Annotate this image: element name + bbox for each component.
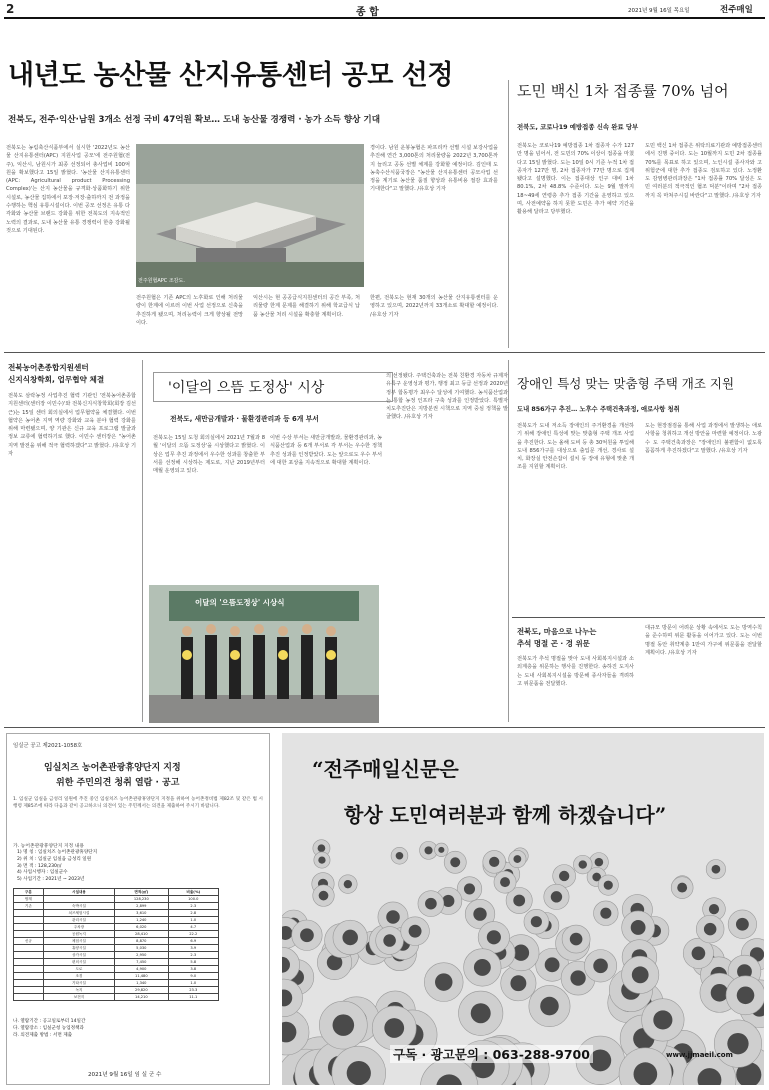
- notice-table-wrap: [13, 888, 219, 1001]
- lead-col-2: 전주원협은 기존 APC의 노후화로 인해 처리물량이 한계에 이르러 이번 사업 선정으로 신축을 추진하게 됐으며, 처리능력이 크게 향상될 전망이다.: [136, 295, 243, 326]
- notice-table-cell: 기존: [14, 903, 44, 910]
- sunflower: [706, 859, 725, 878]
- notice-table-cell: 1,340: [115, 980, 168, 987]
- notice-table-cell: 2,899: [115, 903, 168, 910]
- notice-table-row: [14, 903, 219, 910]
- notice-table-row: [14, 896, 219, 903]
- notice-line: 3) 면 적 : 128,230㎡: [17, 863, 62, 869]
- sunflower: [391, 847, 408, 864]
- sunflower: [584, 950, 616, 982]
- notice-table-cell: 7,450: [115, 959, 168, 966]
- notice-table-cell: 1,240: [115, 917, 168, 924]
- sunflower: [292, 920, 322, 950]
- notice-table-cell: 2.3: [168, 952, 218, 959]
- sunflower: [671, 877, 693, 899]
- notice-table-row: [14, 959, 219, 966]
- divider-vertical-top: [508, 80, 509, 348]
- sidebar-title-1: 전북농어촌종합지원센터: [8, 363, 89, 372]
- notice-table-cell: 휴양시설: [43, 945, 114, 952]
- notice-line: 5) 사업기간 : 2021년 ~ 2023년: [17, 877, 85, 883]
- notice-footer-line: 나. 열람기간 : 공고일로부터 14일간: [13, 1019, 86, 1024]
- notice-table-cell: 치즈체험시설: [43, 910, 114, 917]
- notice-table-header: 비율(%): [168, 889, 218, 896]
- header-rule: [4, 17, 765, 19]
- divider-vertical-mid-right: [508, 360, 509, 722]
- notice-table-cell: 2.8: [168, 910, 218, 917]
- notice-table-cell: 100.0: [168, 896, 218, 903]
- notice-table-row: [14, 924, 219, 931]
- lead-col-4: 경이다. 남원 운봉농협은 파프리카 선별 시설 보강사업을 추진해 연간 3,000톤의 처리물량을 2022년 3,700톤까지 늘리고 공동 선별 체계를 강화할 예정이다. 김인태 도 농축수산식품국장은 "농산물 산지유통센터 공모사업 선정을 계기로 농산물 품질 향상과 유통비용 절감 효과를 기대한다"고 말했다. /유호상 기자: [370, 145, 498, 193]
- notice-table-row: [14, 973, 219, 980]
- sunflower-ad: [282, 733, 764, 1085]
- notice-footer-line: 다. 열람장소 : 임실군청 농업정책과: [13, 1026, 84, 1031]
- notice-table-cell: 도로: [43, 966, 114, 973]
- sunflower: [464, 949, 502, 987]
- rule-mid-1: [4, 352, 765, 353]
- section-label: 종 합: [356, 7, 379, 18]
- sunflower: [598, 875, 618, 895]
- lead-col-1: 전북도는 농림축산식품부에서 실시한 '2022년도 농산물 산지유통센터(APC) 지원사업 공모'에 전주원협(전주), 익산시, 남원시가 최종 선정되어 총사업비 100억원을 확보했다고 15일 밝혔다. '농산물 산지유통센터(APC: Agricultural product Processing Complex)'는 산지 농산물을 규격화·상품화하기 위한 시설로, 농산물 집하에서 포장·저장·출하까지 전 과정을 수행하는 핵심 유통시설이다. 이번 공모 선정은 유통 다각화와 농산물 브랜드 강화를 위한 전북도의 지속적인 노력의 결과로, 도내 농산물 유통 경쟁력이 한층 강화될 것으로 기대된다.: [6, 145, 130, 234]
- chuseok-title-1: 전북도, 마음으로 나누는: [517, 627, 597, 636]
- notice-table-cell: 녹지: [43, 987, 114, 994]
- lead-photo-caption: 전주원협APC 조감도.: [138, 278, 185, 284]
- sunflower: [478, 922, 509, 953]
- notice-table-cell: 4.7: [168, 924, 218, 931]
- notice-table-cell: 조경: [43, 973, 114, 980]
- notice-tag: 임실군 공고 제2021-1058호: [13, 743, 83, 749]
- notice-lines: [17, 850, 257, 884]
- notice-table-cell: [14, 945, 44, 952]
- notice-table-cell: 11.1: [168, 994, 218, 1001]
- sunflower: [444, 851, 466, 873]
- notice-footer-date: 2021년 9월 16일 임 실 군 수: [88, 1072, 162, 1078]
- notice-table-cell: 11,480: [115, 973, 168, 980]
- notice-line: 4) 사업시행자 : 임실군수: [17, 870, 68, 876]
- award-subhead: 전북도, 새만금개발과 · 물환경관리과 등 6개 부서: [170, 415, 319, 423]
- notice-table-header: 면적(㎡): [115, 889, 168, 896]
- sunflower: [726, 976, 764, 1015]
- sunflower: [401, 917, 430, 946]
- notice-table-cell: 8,870: [115, 938, 168, 945]
- notice-table-row: [14, 994, 219, 1001]
- notice-table-cell: 보전지: [43, 994, 114, 1001]
- notice-table-cell: 3.8: [168, 966, 218, 973]
- notice-table-cell: 주차장: [43, 924, 114, 931]
- notice-table-row: [14, 931, 219, 938]
- sidebar-text: 전북도 삼락농정 사업추진 협력 기관인 '전북농어촌종합지원센터(센터장 이민수)'와 전북신지식창학회(회장 김선근)는 15일 센터 회의실에서 업무협약을 체결했다. 이번 협약은 농어촌 지역 역량 강화와 교육 분야 협력 강화를 위해 마련됐으며, 양 기관은 신규 교육 프로그램 발굴과 정보 교류에 협력하기로 했다. 이민수 센터장은 "농어촌 지역 발전을 위해 적극 협력하겠다"고 밝혔다. /유호상 기자: [8, 393, 136, 458]
- lead-col-3: 익산시는 현 공공급식지원센터의 공간 부족, 처리물량 한계 문제를 해결하기 위해 학교급식 납품 농산물 처리 시설을 확충할 계획이다.: [253, 295, 360, 318]
- sunflower: [313, 885, 334, 906]
- notice-table-cell: 128,230: [115, 896, 168, 903]
- notice-table-cell: [14, 980, 44, 987]
- notice-table-header: 시설내용: [43, 889, 114, 896]
- sunflower: [376, 927, 404, 955]
- notice-table-cell: [14, 959, 44, 966]
- notice-table-cell: 체험시설: [43, 938, 114, 945]
- notice-table-cell: [14, 917, 44, 924]
- sunflower: [483, 850, 506, 873]
- sunflower: [372, 1006, 416, 1050]
- lead-subhead: 전북도, 전주·익산·남원 3개소 선정 국비 47억원 확보… 도내 농산물 경쟁력 · 농가 소득 향상 기대: [8, 115, 381, 125]
- sunflower: [509, 850, 526, 867]
- lead-col-5: 한편, 전북도는 현재 30개의 농산물 산지유통센터를 운영하고 있으며, 2022년까지 33개소로 확대할 예정이다. /유호상 기자: [370, 295, 498, 318]
- housing-headline: 장애인 특성 맞는 맞춤형 주택 개조 지원: [517, 376, 735, 391]
- vaccine-col-2: 도민 백신 1차 접종은 위탁의료기관과 예방접종센터에서 진행 중이다. 도는 10월까지 도민 2차 접종률 70%를 목표로 하고 있으며, 노인시설 종사자와 고위험군에 대한 추가 접종도 검토하고 있다. 노정환 도 감염병관리과장은 "1차 접종률 70% 달성은 도민 여러분의 적극적인 협조 덕분"이라며 "2차 접종까지 꼭 마쳐주시길 바란다"고 말했다. /유호상 기자: [645, 143, 762, 199]
- paper-name: 전주매일: [720, 5, 753, 15]
- notice-table-cell: 관리시설: [43, 917, 114, 924]
- sunflower: [622, 911, 655, 944]
- award-photo-banner: 이달의 '으뜸도정상' 시상식: [195, 598, 285, 607]
- notice-table-row: [14, 966, 219, 973]
- notice-table-row: [14, 917, 219, 924]
- rule-mid-2: [4, 727, 765, 728]
- award-headline: '이달의 으뜸 도정상' 시상: [168, 380, 325, 396]
- sunflower: [622, 956, 659, 993]
- sunflower: [424, 963, 463, 1002]
- chuseok-col-1: 전북도가 추석 명절을 맞아 도내 사회복지시설과 소외계층을 위문하는 행사를 진행한다. 송하진 도지사는 도내 사회복지시설을 방문해 종사자들을 격려하고 위문품을 전달했다.: [517, 656, 634, 687]
- notice-table-cell: 합계: [14, 896, 44, 903]
- notice-table-cell: 1.0: [168, 917, 218, 924]
- sunflower: [333, 920, 367, 954]
- notice-table-cell: 편의시설: [43, 959, 114, 966]
- notice-table-row: [14, 952, 219, 959]
- sunflower: [544, 884, 569, 909]
- notice-table-cell: 28,410: [115, 931, 168, 938]
- notice-table-cell: 5.8: [168, 959, 218, 966]
- notice-table-row: [14, 910, 219, 917]
- ad-contact: 구독 · 광고문의 : 063-288-9700: [390, 1045, 593, 1063]
- notice-intro: 1. 임실군 임실읍 금성리 일원에 추진 중인 임실치즈 농어촌관광휴양단지 지정을 위하여 농어촌정비법 제82조 및 같은 법 시행령 제85조에 따라 다음과 같이 공고하오니 의견이 있는 주민께서는 의견을 제출하여 주시기 바랍니다.: [13, 797, 263, 809]
- sunflower: [714, 1020, 761, 1067]
- sunflower: [435, 843, 449, 857]
- notice-table-cell: [14, 966, 44, 973]
- notice-table: [13, 888, 219, 1001]
- notice-footer-line: 라. 의견제출 방법 : 서면 제출: [13, 1033, 73, 1038]
- divider-vertical-mid-left: [142, 360, 143, 722]
- notice-table-cell: 기타시설: [43, 980, 114, 987]
- rule-housing-chuseok: [512, 617, 765, 618]
- notice-table-cell: [14, 931, 44, 938]
- notice-table-header: 구분: [14, 889, 44, 896]
- ad-line-1: “전주매일신문은: [312, 757, 459, 781]
- vaccine-col-1: 전북도는 코로나19 예방접종 1차 접종자 수가 127만 명을 넘어서, 전 도민의 70% 이상이 접종을 마쳤다고 15일 밝혔다. 도는 10일 0시 기준 누적 1차 접종자가 127만 명, 2차 접종자가 77만 명으로 집계됐다고 설명했다. 이는 접종대상 인구 대비 1차 80.1%, 2차 48.8% 수준이다. 도는 9월 말까지 18~49세 연령층 추가 접종 기간을 운영하고 있으며, 사전예약을 하지 못한 도민은 추가 예약 기간을 활용해 달라고 당부했다.: [517, 143, 634, 216]
- sunflower: [562, 925, 590, 953]
- award-col-3: 의 선정됐다. 주택건축과는 전북 친환경 자동차 규제자유특구 운영성과 평가, 행정 최고 등급 선정과 2020년 정부 합동평가 최우수 달성에 기여했다. 농식품산업과는 통합 농정 인프라 구축 성과를 인정받았다. 특별자치도추진단은 지방분권 시책으로 지역 중심 정책을 발굴했다. /유호상 기자: [386, 373, 508, 421]
- notice-table-cell: 2,950: [115, 952, 168, 959]
- notice-table-row: [14, 987, 219, 994]
- sunflower: [418, 891, 444, 917]
- notice-table-cell: 숙박시설: [43, 903, 114, 910]
- notice-table-cell: 상가시설: [43, 952, 114, 959]
- notice-table-cell: [14, 910, 44, 917]
- sunflower: [314, 852, 330, 868]
- sunflower: [642, 999, 685, 1042]
- sunflower: [728, 910, 757, 939]
- sunflower: [524, 909, 549, 934]
- apc-building-photo: [136, 144, 364, 287]
- chuseok-col-2: 대규모 방문이 어려운 상황 속에서도 도는 방역수칙을 준수하며 위문 활동을 이어가고 있다. 도는 이번 명절 동안 취약계층 1만여 가구에 위문품을 전달할 계획이다. /유호상 기자: [645, 625, 762, 656]
- notice-table-cell: [14, 987, 44, 994]
- sunflower: [339, 875, 358, 894]
- sunflower: [696, 915, 724, 943]
- notice-table-cell: [14, 924, 44, 931]
- notice-table-cell: 9.0: [168, 973, 218, 980]
- notice-line: 2) 위 치 : 임실군 임실읍 금성리 일원: [17, 856, 92, 862]
- notice-table-cell: 3,610: [115, 910, 168, 917]
- lead-headline: 내년도 농산물 산지유통센터 공모 선정: [8, 60, 453, 91]
- notice-table-cell: 2.3: [168, 903, 218, 910]
- sunflower: [459, 991, 503, 1035]
- notice-table-row: [14, 938, 219, 945]
- award-col-1: 전북도는 15일 도청 회의실에서 2021년 7월과 8월 '이달의 으뜸 도정상'을 시상했다고 밝혔다. 이 상은 업무 추진 과정에서 우수한 성과를 창출한 부서를 선정해 시상하는 제도로, 지난 2019년부터 매월 운영되고 있다.: [153, 435, 265, 475]
- notice-table-cell: [43, 896, 114, 903]
- notice-table-row: [14, 945, 219, 952]
- notice-table-cell: [14, 952, 44, 959]
- notice-table-cell: 6,020: [115, 924, 168, 931]
- notice-table-cell: 신규: [14, 938, 44, 945]
- ad-line-2: 항상 도민여러분과 함께 하겠습니다”: [344, 803, 667, 827]
- sunflower: [494, 871, 516, 893]
- chuseok-title-2: 추석 명절 곤 · 경 위문: [517, 639, 590, 648]
- notice-table-cell: 6.9: [168, 938, 218, 945]
- notice-section-title: 가. 농어촌관광휴양단지 지정 내용: [13, 844, 84, 849]
- notice-table-cell: 3.9: [168, 945, 218, 952]
- notice-table-cell: 4,900: [115, 966, 168, 973]
- notice-table-cell: [14, 973, 44, 980]
- notice-line: 1) 명 칭 : 임실치즈 농어촌관광휴양단지: [17, 850, 98, 855]
- housing-col-2: 도는 현장점검을 통해 사업 과정에서 발생하는 애로사항을 청취하고 개선 방안을 마련할 예정이다. 노광수 도 주택건축과장은 "장애인의 불편함이 없도록 꼼꼼하게 추진하겠다"고 말했다. /유호상 기자: [645, 423, 762, 454]
- vaccine-subhead: 전북도, 코로나19 예방접종 신속 완료 당부: [517, 123, 639, 131]
- notice-table-row: [14, 980, 219, 987]
- sunflower: [319, 1001, 367, 1049]
- ad-url: www.jjmaeil.com: [666, 1051, 733, 1059]
- vaccine-headline: 도민 백신 1차 접종률 70% 넘어: [517, 82, 729, 100]
- housing-subhead: 도내 856가구 추진… 노후수 주택건축과정, 애로사항 청취: [517, 406, 680, 413]
- notice-table-cell: [14, 994, 44, 1001]
- notice-footer: [13, 1018, 263, 1039]
- sunflower: [573, 855, 592, 874]
- notice-title-1: 임실치즈 농어촌관광휴양단지 지정: [44, 763, 181, 773]
- notice-title-2: 위한 주민의견 청취 열람 · 공고: [56, 778, 180, 788]
- notice-table-cell: 공원녹지: [43, 931, 114, 938]
- notice-table-cell: 29,820: [115, 987, 168, 994]
- sidebar-title-2: 신지식창학회, 업무협약 체결: [8, 375, 105, 384]
- housing-col-1: 전북도가 도내 저소득 장애인의 주거환경을 개선하기 위해 장애인 특성에 맞는 맞춤형 주택 개조 사업을 추진한다. 도는 올해 도비 등 총 30억원을 투입해 도내 856가구를 대상으로 출입문 개선, 경사로 설치, 화장실 안전손잡이 설치 등 장애 유형에 맞춘 개조를 지원할 계획이다.: [517, 423, 634, 471]
- sunflower: [594, 901, 619, 926]
- notice-table-cell: 5,030: [115, 945, 168, 952]
- notice-table-cell: 22.2: [168, 931, 218, 938]
- award-ceremony-photo: [149, 585, 379, 723]
- notice-table-cell: 23.3: [168, 987, 218, 994]
- notice-table-cell: 1.0: [168, 980, 218, 987]
- issue-date: 2021년 9월 16일 목요일: [628, 8, 690, 14]
- sunflower: [529, 985, 570, 1026]
- notice-table-cell: 14,210: [115, 994, 168, 1001]
- page-number: 2: [6, 2, 15, 16]
- award-col-2: 이번 수상 부서는 새만금개발과, 물환경관리과, 농식품산업과 등 6개 부서로 각 부서는 우수한 정책 추진 성과를 인정받았다. 도는 앞으로도 우수 부서에 대한 포상을 지속적으로 확대할 계획이다.: [270, 435, 382, 466]
